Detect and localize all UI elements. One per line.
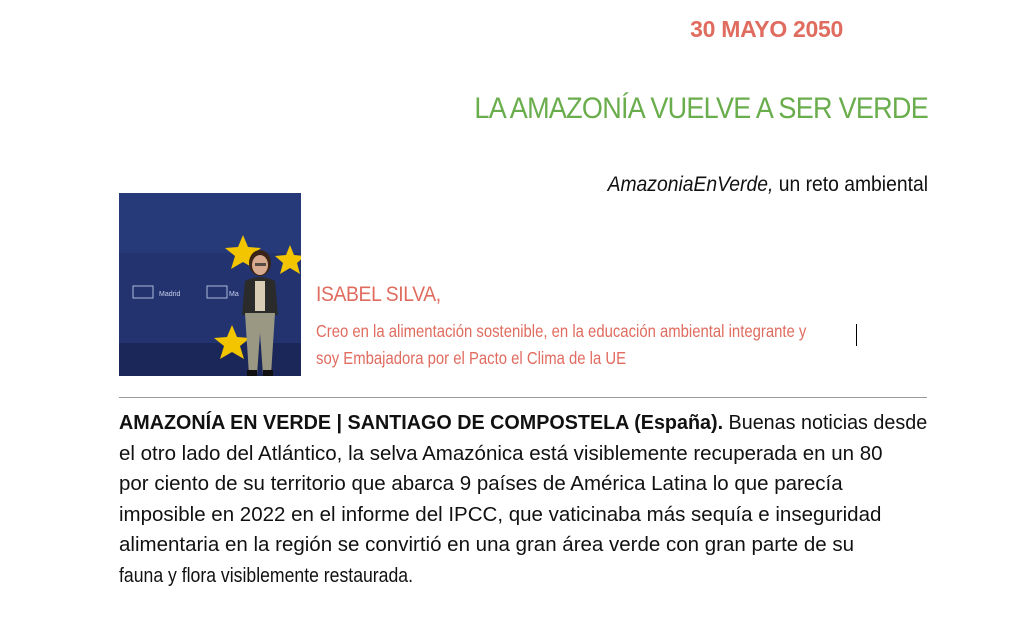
author-bio-line-1: Creo en la alimentación sostenible, en la educación ambiental integrante y — [316, 321, 807, 341]
author-name: ISABEL SILVA, — [316, 283, 441, 306]
subheadline-text: un reto ambiental — [773, 173, 928, 196]
text-cursor — [856, 324, 857, 346]
body-line-5: alimentaria en la región se convirtió en una gran área verde con gran parte de su — [119, 533, 855, 556]
body-line-1 — [119, 408, 928, 439]
body-line-1-rest: Buenas noticias desde — [723, 411, 928, 434]
body-line-2: el otro lado del Atlántico, la selva Amazónica está visiblemente recuperada en un 80 — [119, 441, 883, 465]
article-headline: LA AMAZONÍA VUELVE A SER VERDE — [474, 92, 928, 125]
article-body — [119, 408, 927, 591]
article-subheadline — [516, 173, 928, 197]
photo-sign-label-2: Ma — [229, 291, 239, 298]
section-divider — [119, 397, 927, 398]
author-bio — [316, 318, 877, 372]
author-photo-illustration — [119, 193, 301, 376]
body-lead: AMAZONÍA EN VERDE | SANTIAGO DE COMPOSTELA (España). — [119, 411, 724, 434]
body-line-6: fauna y flora visiblemente restaurada. — [119, 563, 413, 587]
author-photo — [119, 193, 301, 376]
body-line-4: imposible en 2022 en el informe del IPCC, que vaticinaba más sequía e inseguridad — [119, 502, 882, 526]
subheadline-hashtag: AmazoniaEnVerde, — [607, 173, 774, 196]
photo-sign-label-1: Madrid — [159, 291, 181, 298]
article-date: 30 MAYO 2050 — [690, 16, 843, 42]
body-line-3: por ciento de su territorio que abarca 9 países de América Latina lo que parecía — [119, 472, 843, 495]
author-bio-line-2: soy Embajadora por el Pacto el Clima de la UE — [316, 348, 627, 368]
